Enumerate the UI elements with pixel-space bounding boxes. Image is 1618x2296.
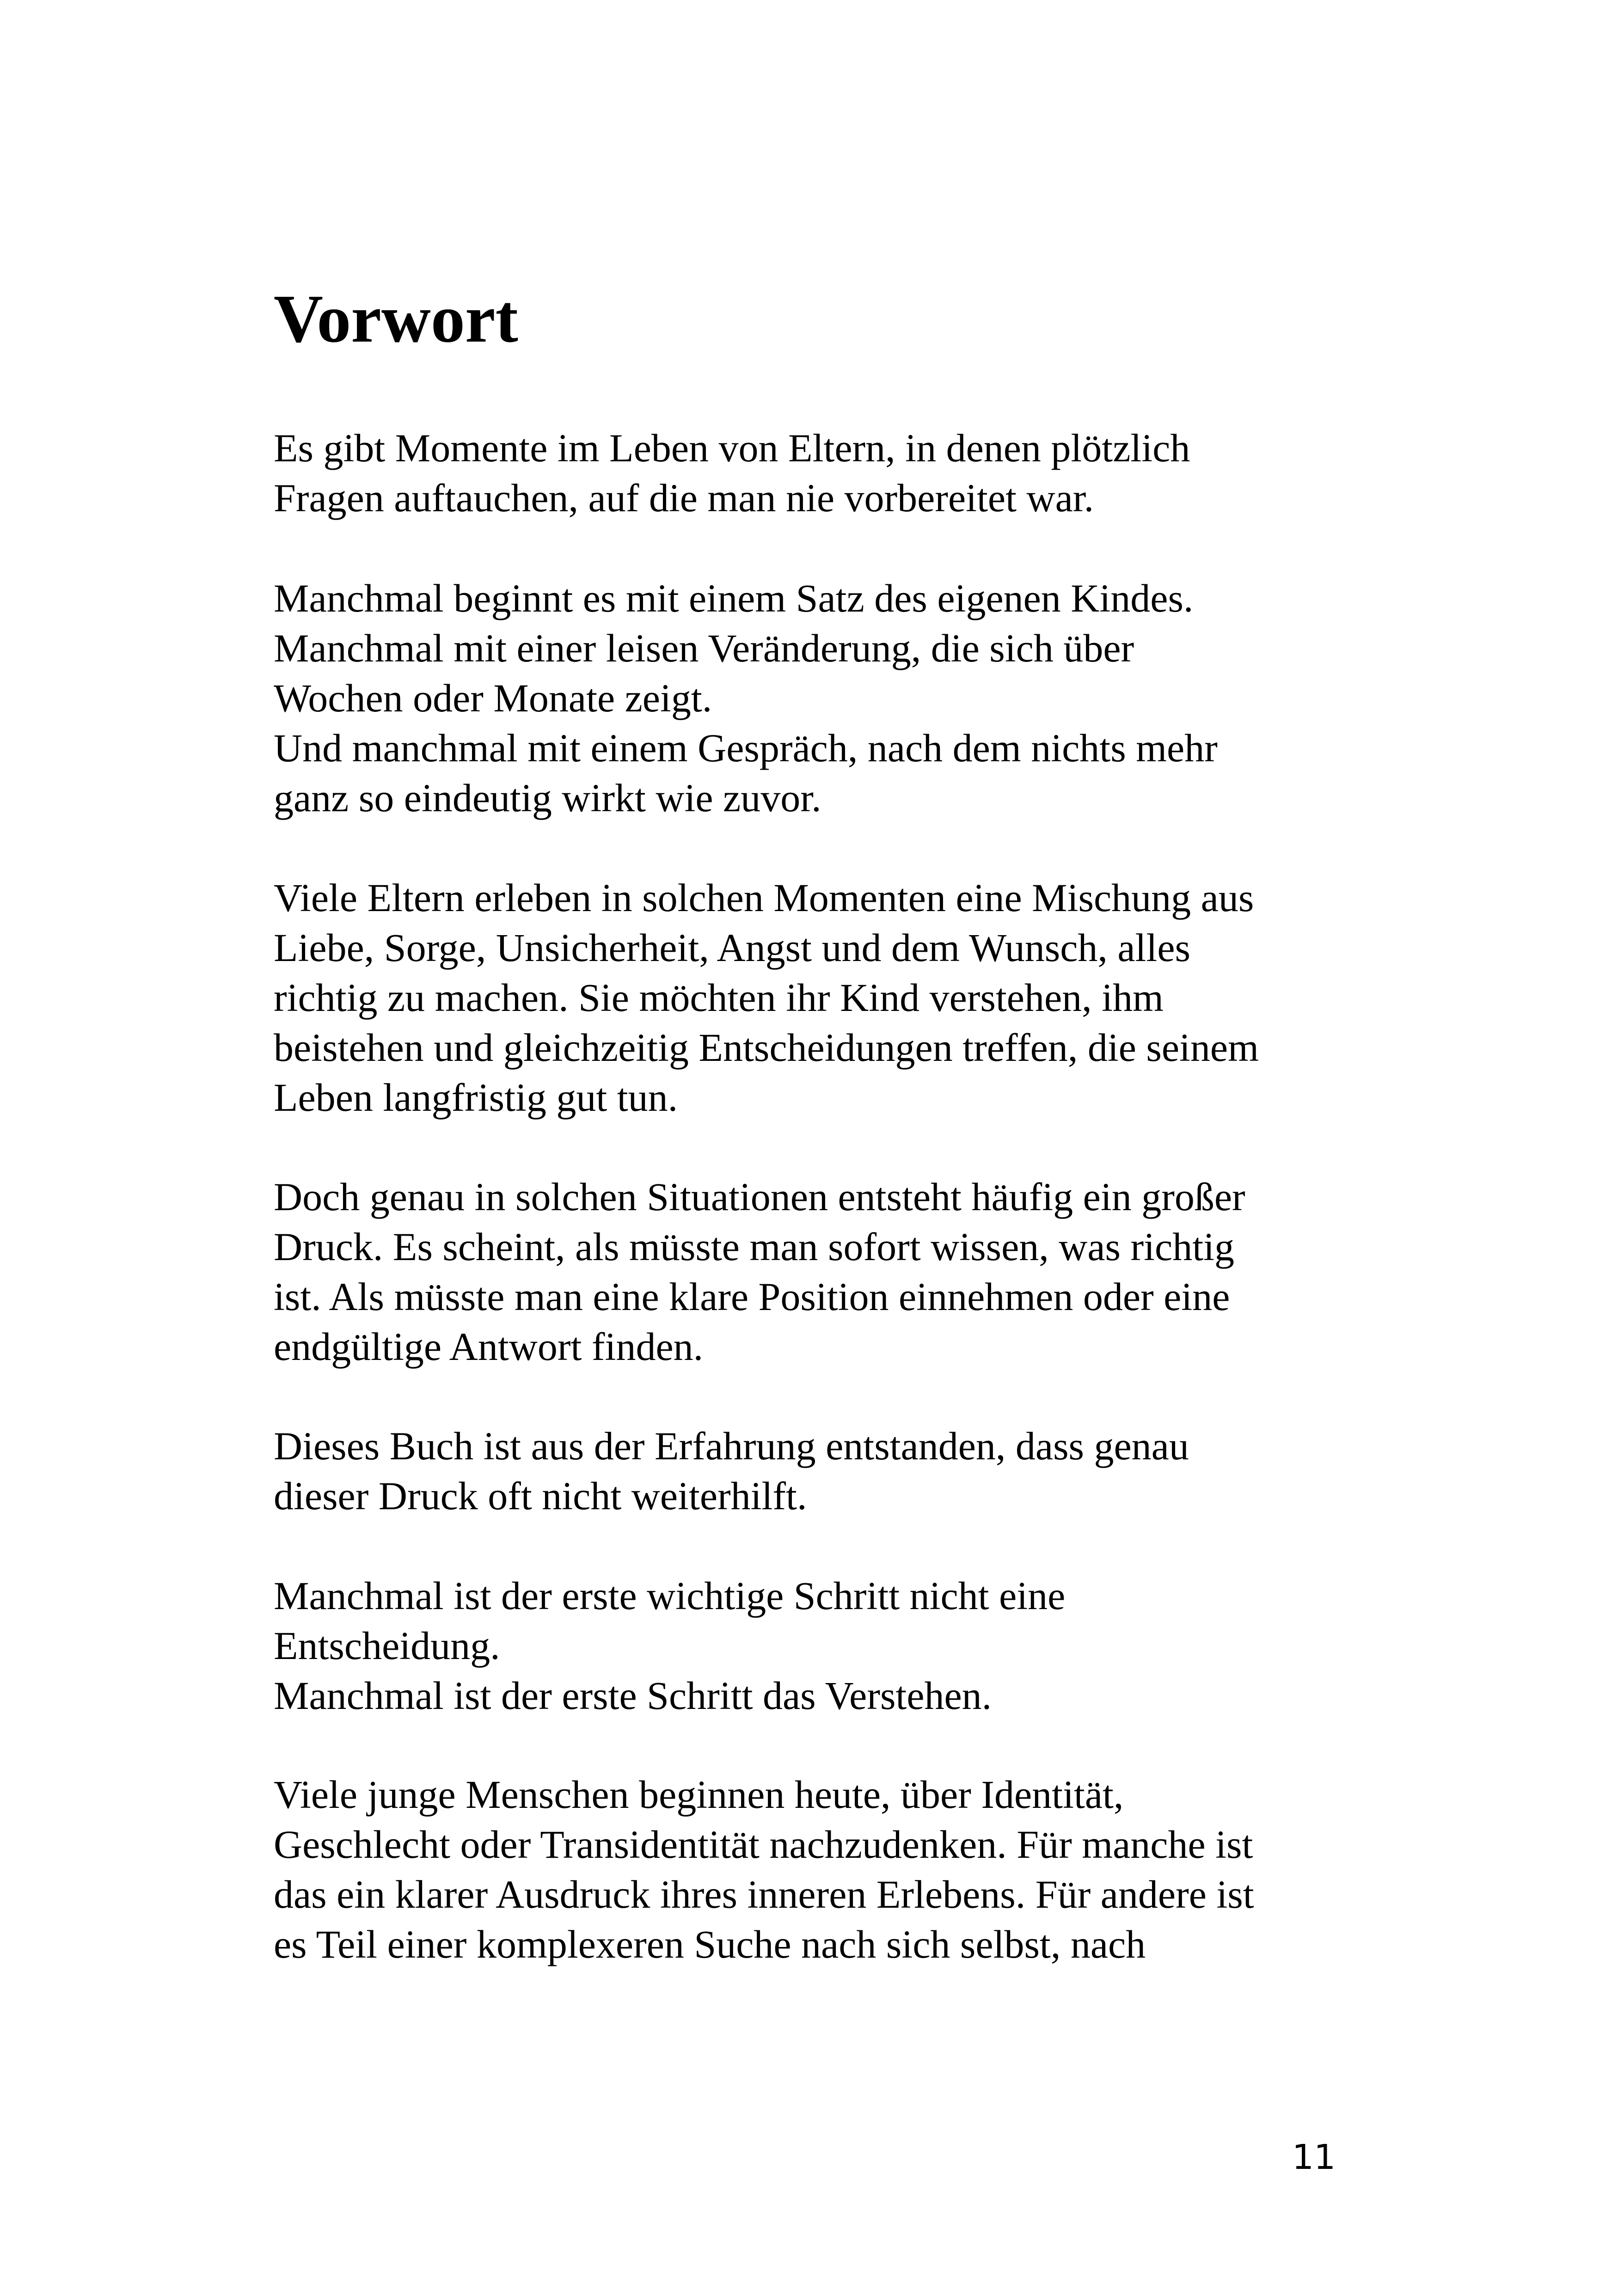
- text-line: Geschlecht oder Transidentität nachzudenken. Für manche ist: [274, 1822, 1253, 1867]
- text-line: Manchmal ist der erste Schritt das Verstehen.: [274, 1673, 992, 1718]
- text-line: Manchmal ist der erste wichtige Schritt nicht eine: [274, 1574, 1066, 1618]
- text-line: Leben langfristig gut tun.: [274, 1075, 678, 1120]
- text-line: es Teil einer komplexeren Suche nach sich selbst, nach: [274, 1922, 1146, 1966]
- text-line: Manchmal beginnt es mit einem Satz des eigenen Kindes.: [274, 576, 1194, 620]
- text-line: Und manchmal mit einem Gespräch, nach dem nichts mehr: [274, 726, 1218, 770]
- text-line: endgültige Antwort finden.: [274, 1324, 704, 1369]
- text-line: ganz so eindeutig wirkt wie zuvor.: [274, 776, 821, 820]
- paragraph-4: [274, 1172, 1245, 1371]
- text-line: Liebe, Sorge, Unsicherheit, Angst und dem Wunsch, alles: [274, 925, 1190, 970]
- text-line: Es gibt Momente im Leben von Eltern, in denen plötzlich: [274, 426, 1190, 470]
- text-line: Entscheidung.: [274, 1623, 500, 1668]
- chapter-title: Vorwort: [274, 281, 518, 357]
- paragraph-7: [274, 1769, 1254, 1969]
- text-line: Viele Eltern erleben in solchen Momenten eine Mischung aus: [274, 876, 1254, 920]
- paragraph-1: [274, 423, 1190, 523]
- paragraph-3: [274, 873, 1259, 1122]
- text-line: beistehen und gleichzeitig Entscheidungen treffen, die seinem: [274, 1025, 1259, 1070]
- text-line: ist. Als müsste man eine klare Position einnehmen oder eine: [274, 1274, 1230, 1319]
- text-line: das ein klarer Ausdruck ihres inneren Erlebens. Für andere ist: [274, 1872, 1254, 1916]
- paragraph-6: [274, 1571, 1065, 1720]
- text-line: Manchmal mit einer leisen Veränderung, die sich über: [274, 626, 1134, 670]
- text-line: Viele junge Menschen beginnen heute, über Identität,: [274, 1772, 1124, 1817]
- page-number: 11: [1292, 2137, 1336, 2177]
- paragraph-5: [274, 1421, 1189, 1521]
- paragraph-2: [274, 573, 1218, 823]
- text-line: richtig zu machen. Sie möchten ihr Kind verstehen, ihm: [274, 975, 1164, 1020]
- text-line: Wochen oder Monate zeigt.: [274, 676, 712, 720]
- text-line: Druck. Es scheint, als müsste man sofort wissen, was richtig: [274, 1225, 1234, 1269]
- text-line: Fragen auftauchen, auf die man nie vorbereitet war.: [274, 476, 1094, 520]
- text-line: Doch genau in solchen Situationen entsteht häufig ein großer: [274, 1175, 1245, 1219]
- text-line: dieser Druck oft nicht weiterhilft.: [274, 1474, 807, 1518]
- text-line: Dieses Buch ist aus der Erfahrung entstanden, dass genau: [274, 1424, 1189, 1468]
